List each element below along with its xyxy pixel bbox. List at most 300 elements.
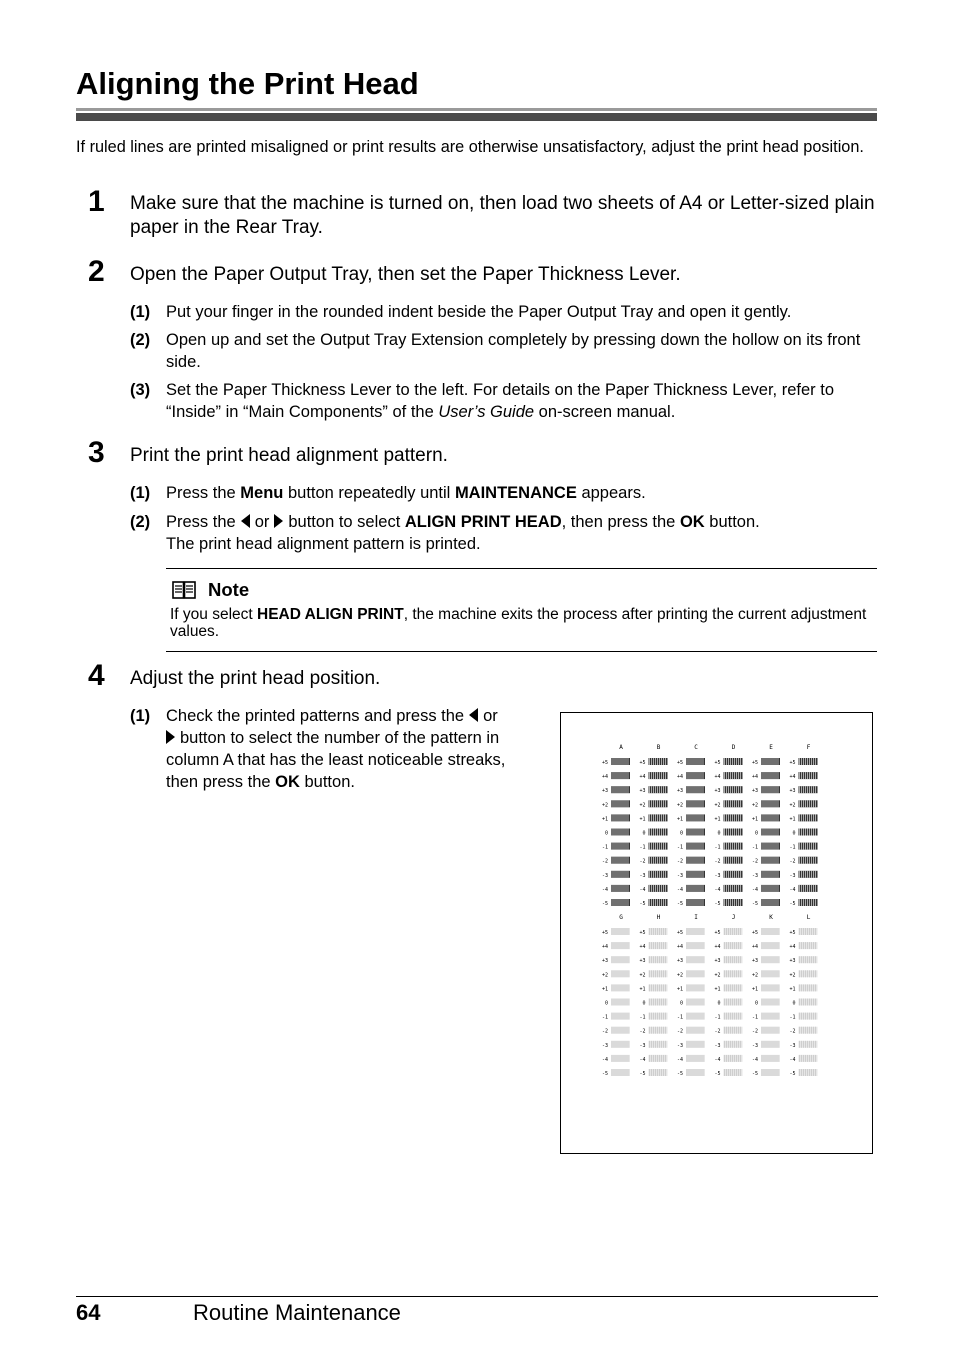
- pattern-swatch: [686, 970, 705, 977]
- pattern-swatch: [649, 772, 668, 779]
- pattern-swatch: [761, 800, 780, 807]
- pattern-swatch: [799, 970, 818, 977]
- pattern-row-label: -5: [751, 1071, 758, 1077]
- pattern-swatch: [799, 999, 818, 1006]
- pattern-row-label: -2: [789, 1028, 796, 1035]
- pattern-row-label: +5: [789, 760, 796, 766]
- pattern-row-label: -2: [751, 858, 758, 865]
- pattern-swatch: [799, 1069, 818, 1076]
- pattern-swatch: [761, 999, 780, 1006]
- pattern-swatch: [611, 772, 630, 779]
- sub-text: Open up and set the Output Tray Extension completely by pressing down the hollow on its front side.: [166, 331, 861, 371]
- pattern-row-label: -2: [601, 1028, 608, 1035]
- pattern-swatch: [686, 899, 705, 906]
- pattern-row-label: +1: [601, 816, 608, 823]
- pattern-swatch: [686, 871, 705, 878]
- pattern-row-label: 0: [792, 1000, 796, 1007]
- pattern-swatch: [649, 885, 668, 892]
- pattern-row-label: -4: [639, 886, 646, 893]
- pattern-row-label: -3: [751, 1042, 758, 1049]
- pattern-swatch: [799, 1041, 818, 1048]
- pattern-swatch: [724, 928, 743, 935]
- sub-number: (1): [130, 707, 151, 725]
- pattern-row-label: +5: [789, 930, 796, 936]
- pattern-swatch: [686, 1041, 705, 1048]
- pattern-swatch: [649, 1041, 668, 1048]
- pattern-swatch: [761, 928, 780, 935]
- pattern-row-label: -4: [601, 886, 608, 893]
- pattern-swatch: [686, 857, 705, 864]
- title-underline: [76, 108, 877, 121]
- pattern-swatch: [761, 984, 780, 991]
- pattern-row-label: 0: [717, 830, 721, 837]
- intro-paragraph: If ruled lines are printed misaligned or print results are otherwise unsatisfactory, adjust the print head position.: [76, 138, 864, 156]
- pattern-swatch: [611, 1055, 630, 1062]
- pattern-swatch: [724, 843, 743, 850]
- pattern-swatch: [724, 814, 743, 821]
- maintenance-label: MAINTENANCE: [454, 484, 577, 502]
- pattern-swatch: [649, 800, 668, 807]
- pattern-row-label: -1: [601, 844, 608, 851]
- pattern-row-label: -3: [714, 872, 721, 879]
- pattern-swatch: [724, 1069, 743, 1076]
- pattern-row-label: -2: [639, 1028, 646, 1035]
- pattern-row-label: -1: [789, 1014, 796, 1021]
- pattern-row-label: +1: [789, 816, 796, 823]
- pattern-swatch: [761, 899, 780, 906]
- pattern-row-label: +4: [601, 944, 608, 951]
- pattern-swatch: [686, 814, 705, 821]
- ok-button-name: OK: [679, 513, 705, 531]
- pattern-swatch: [649, 857, 668, 864]
- pattern-row-label: +3: [751, 788, 758, 795]
- pattern-row-label: -5: [676, 901, 683, 907]
- pattern-row-label: +1: [714, 816, 721, 823]
- pattern-row-label: -2: [714, 858, 721, 865]
- pattern-swatch: [799, 758, 818, 765]
- pattern-row-label: -4: [789, 1056, 796, 1063]
- note-text: If you select HEAD ALIGN PRINT, the machine exits the process after printing the current adjustment values.: [170, 606, 867, 640]
- pattern-row-label: +2: [639, 972, 646, 979]
- pattern-row-label: +1: [639, 986, 646, 993]
- pattern-swatch: [724, 800, 743, 807]
- pattern-swatch: [761, 772, 780, 779]
- pattern-swatch: [724, 1055, 743, 1062]
- pattern-row-label: -4: [714, 1056, 721, 1063]
- note-box: [166, 568, 877, 652]
- pattern-swatch: [761, 885, 780, 892]
- pattern-row-label: +5: [639, 760, 646, 766]
- step-3-number: 3: [88, 436, 105, 469]
- pattern-swatch: [724, 758, 743, 765]
- pattern-row-label: +3: [601, 788, 608, 795]
- pattern-row-label: +1: [601, 986, 608, 993]
- ok-button-name: OK: [275, 773, 300, 791]
- pattern-row-label: +3: [714, 788, 721, 795]
- pattern-row-label: +1: [751, 816, 758, 823]
- page-title: Aligning the Print Head: [76, 66, 419, 101]
- pattern-swatch: [686, 956, 705, 963]
- pattern-row-label: +3: [751, 958, 758, 965]
- pattern-swatch: [611, 970, 630, 977]
- pattern-row-label: -4: [639, 1056, 646, 1063]
- pattern-row-label: +4: [676, 944, 683, 951]
- pattern-swatch: [761, 758, 780, 765]
- pattern-swatch: [686, 786, 705, 793]
- pattern-row-label: -5: [601, 901, 608, 907]
- pattern-swatch: [724, 984, 743, 991]
- pattern-column-label: K: [769, 914, 773, 921]
- pattern-row-label: -5: [714, 1071, 721, 1077]
- pattern-swatch: [686, 800, 705, 807]
- pattern-row-label: +5: [714, 930, 721, 936]
- pattern-row-label: +2: [789, 972, 796, 979]
- pattern-swatch: [686, 885, 705, 892]
- pattern-swatch: [799, 829, 818, 836]
- pattern-row-label: -2: [676, 858, 683, 865]
- step-3-text: Print the print head alignment pattern.: [130, 445, 448, 466]
- pattern-swatch: [686, 1055, 705, 1062]
- pattern-row-label: -2: [751, 1028, 758, 1035]
- pattern-swatch: [724, 871, 743, 878]
- pattern-row-label: -5: [789, 901, 796, 907]
- pattern-column-label: C: [694, 744, 698, 751]
- pattern-swatch: [611, 984, 630, 991]
- pattern-swatch: [611, 786, 630, 793]
- pattern-row-label: -2: [639, 858, 646, 865]
- pattern-row-label: +1: [676, 816, 683, 823]
- pattern-swatch: [799, 984, 818, 991]
- pattern-row-label: +1: [639, 816, 646, 823]
- pattern-swatch: [724, 1027, 743, 1034]
- pattern-swatch: [649, 928, 668, 935]
- pattern-row-label: -5: [639, 1071, 646, 1077]
- pattern-swatch: [686, 772, 705, 779]
- pattern-column-label: A: [619, 744, 623, 751]
- pattern-row-label: -2: [714, 1028, 721, 1035]
- pattern-row-label: +4: [751, 774, 758, 781]
- chapter-title: Routine Maintenance: [193, 1300, 401, 1325]
- pattern-row-label: 0: [642, 830, 646, 837]
- pattern-row-label: 0: [642, 1000, 646, 1007]
- sub-number: (2): [130, 331, 151, 349]
- pattern-swatch: [649, 843, 668, 850]
- pattern-swatch: [799, 899, 818, 906]
- page-number: 64: [76, 1300, 101, 1325]
- pattern-swatch: [761, 1013, 780, 1020]
- pattern-swatch: [611, 999, 630, 1006]
- pattern-row-label: +5: [714, 760, 721, 766]
- pattern-row-label: -1: [789, 844, 796, 851]
- pattern-swatch: [611, 871, 630, 878]
- pattern-row-label: +5: [676, 930, 683, 936]
- pattern-swatch: [649, 984, 668, 991]
- pattern-row-label: +5: [676, 760, 683, 766]
- pattern-row-label: +1: [751, 986, 758, 993]
- pattern-row-label: -4: [751, 1056, 758, 1063]
- pattern-row-label: -3: [639, 1042, 646, 1049]
- step-1-number: 1: [88, 185, 105, 218]
- pattern-row-label: -3: [714, 1042, 721, 1049]
- pattern-swatch: [649, 871, 668, 878]
- pattern-bottom-block: [602, 914, 818, 1077]
- pattern-row-label: +5: [601, 930, 608, 936]
- pattern-swatch: [799, 1013, 818, 1020]
- pattern-row-label: -5: [751, 901, 758, 907]
- pattern-swatch: [649, 786, 668, 793]
- pattern-swatch: [611, 758, 630, 765]
- pattern-row-label: +5: [751, 760, 758, 766]
- sub-number: (2): [130, 513, 151, 531]
- book-icon: [172, 581, 196, 599]
- pattern-swatch: [611, 1041, 630, 1048]
- pattern-swatch: [649, 942, 668, 949]
- pattern-row-label: -4: [676, 1056, 683, 1063]
- pattern-column-label: D: [731, 744, 736, 751]
- pattern-swatch: [686, 928, 705, 935]
- head-align-print-label: HEAD ALIGN PRINT: [257, 606, 404, 623]
- pattern-row-label: -3: [789, 1042, 796, 1049]
- pattern-row-label: 0: [754, 1000, 758, 1007]
- pattern-row-label: +3: [639, 788, 646, 795]
- pattern-row-label: +1: [676, 986, 683, 993]
- pattern-swatch: [761, 814, 780, 821]
- users-guide-title: User’s Guide: [438, 403, 535, 421]
- pattern-row-label: +4: [676, 774, 683, 781]
- pattern-swatch: [611, 899, 630, 906]
- pattern-row-label: +5: [751, 930, 758, 936]
- pattern-swatch: [761, 956, 780, 963]
- pattern-row-label: +2: [714, 972, 721, 979]
- pattern-swatch: [611, 928, 630, 935]
- step-2-number: 2: [88, 255, 105, 288]
- pattern-swatch: [686, 1027, 705, 1034]
- note-heading: Note: [208, 579, 250, 600]
- pattern-row-label: -1: [751, 844, 758, 851]
- pattern-swatch: [799, 942, 818, 949]
- pattern-row-label: +5: [601, 760, 608, 766]
- pattern-swatch: [686, 984, 705, 991]
- pattern-swatch: [649, 899, 668, 906]
- pattern-swatch: [611, 956, 630, 963]
- pattern-column-label: J: [731, 914, 736, 921]
- footer-rule: [76, 1296, 878, 1297]
- pattern-row-label: -1: [714, 1014, 721, 1021]
- pattern-row-label: -3: [676, 872, 683, 879]
- pattern-swatch: [649, 829, 668, 836]
- step-2-text: Open the Paper Output Tray, then set the Paper Thickness Lever.: [130, 264, 681, 285]
- pattern-row-label: +4: [789, 944, 796, 951]
- pattern-swatch: [799, 843, 818, 850]
- pattern-swatch: [649, 1027, 668, 1034]
- pattern-swatch: [799, 1027, 818, 1034]
- pattern-swatch: [649, 956, 668, 963]
- pattern-swatch: [799, 814, 818, 821]
- pattern-row-label: +4: [751, 944, 758, 951]
- pattern-row-label: -5: [789, 1071, 796, 1077]
- pattern-swatch: [649, 814, 668, 821]
- pattern-swatch: [649, 1069, 668, 1076]
- pattern-row-label: -3: [639, 872, 646, 879]
- pattern-top-block: [602, 744, 818, 907]
- pattern-row-label: -4: [789, 886, 796, 893]
- pattern-row-label: +4: [601, 774, 608, 781]
- pattern-swatch: [761, 1027, 780, 1034]
- pattern-swatch: [724, 1041, 743, 1048]
- pattern-swatch: [611, 1027, 630, 1034]
- pattern-row-label: -2: [676, 1028, 683, 1035]
- pattern-swatch: [799, 772, 818, 779]
- pattern-row-label: -3: [676, 1042, 683, 1049]
- pattern-swatch: [649, 1013, 668, 1020]
- pattern-row-label: -4: [601, 1056, 608, 1063]
- pattern-swatch: [724, 857, 743, 864]
- left-arrow-icon: [241, 514, 250, 528]
- pattern-row-label: +2: [751, 802, 758, 809]
- pattern-row-label: +5: [639, 930, 646, 936]
- pattern-swatch: [686, 1069, 705, 1076]
- pattern-swatch: [686, 1013, 705, 1020]
- pattern-row-label: -2: [601, 858, 608, 865]
- pattern-row-label: -1: [601, 1014, 608, 1021]
- step-4-number: 4: [88, 659, 105, 692]
- pattern-row-label: -3: [601, 1042, 608, 1049]
- pattern-swatch: [611, 857, 630, 864]
- pattern-column-label: B: [656, 744, 661, 751]
- pattern-swatch: [799, 885, 818, 892]
- pattern-swatch: [799, 928, 818, 935]
- pattern-row-label: +2: [601, 972, 608, 979]
- pattern-swatch: [724, 772, 743, 779]
- pattern-row-label: -4: [751, 886, 758, 893]
- pattern-row-label: -5: [639, 901, 646, 907]
- pattern-row-label: +2: [751, 972, 758, 979]
- pattern-swatch: [611, 814, 630, 821]
- pattern-row-label: +3: [676, 958, 683, 965]
- pattern-swatch: [724, 956, 743, 963]
- pattern-row-label: -5: [601, 1071, 608, 1077]
- pattern-swatch: [611, 800, 630, 807]
- pattern-row-label: -2: [789, 858, 796, 865]
- pattern-swatch: [724, 1013, 743, 1020]
- sub-number: (3): [130, 381, 151, 399]
- pattern-row-label: 0: [792, 830, 796, 837]
- pattern-row-label: +3: [601, 958, 608, 965]
- pattern-row-label: +2: [601, 802, 608, 809]
- pattern-swatch: [724, 999, 743, 1006]
- pattern-row-label: -3: [751, 872, 758, 879]
- step-4-text: Adjust the print head position.: [130, 668, 381, 689]
- sub-text: Put your finger in the rounded indent beside the Paper Output Tray and open it gently.: [166, 303, 792, 321]
- align-print-head-label: ALIGN PRINT HEAD: [404, 513, 562, 531]
- pattern-swatch: [799, 800, 818, 807]
- pattern-row-label: -1: [751, 1014, 758, 1021]
- pattern-row-label: +4: [789, 774, 796, 781]
- pattern-swatch: [611, 885, 630, 892]
- pattern-row-label: +4: [714, 774, 721, 781]
- pattern-row-label: +4: [639, 774, 646, 781]
- pattern-column-label: E: [769, 744, 773, 751]
- pattern-row-label: +4: [714, 944, 721, 951]
- pattern-row-label: +3: [676, 788, 683, 795]
- pattern-row-label: +3: [714, 958, 721, 965]
- pattern-swatch: [686, 829, 705, 836]
- pattern-swatch: [611, 843, 630, 850]
- pattern-column-label: I: [694, 914, 698, 921]
- pattern-row-label: -1: [639, 1014, 646, 1021]
- pattern-row-label: -1: [676, 844, 683, 851]
- pattern-swatch: [724, 786, 743, 793]
- pattern-swatch: [649, 758, 668, 765]
- pattern-swatch: [799, 857, 818, 864]
- sub-text: Press the or button to select ALIGN PRINT HEAD, then press the OK button. The print head alignment pattern is printed.: [166, 513, 760, 553]
- pattern-row-label: +2: [789, 802, 796, 809]
- pattern-swatch: [724, 899, 743, 906]
- pattern-swatch: [649, 1055, 668, 1062]
- pattern-swatch: [724, 829, 743, 836]
- pattern-column-label: F: [806, 744, 811, 751]
- pattern-swatch: [611, 829, 630, 836]
- pattern-row-label: 0: [679, 830, 683, 837]
- pattern-row-label: +2: [676, 972, 683, 979]
- pattern-row-label: -4: [714, 886, 721, 893]
- pattern-row-label: -3: [601, 872, 608, 879]
- pattern-swatch: [761, 857, 780, 864]
- pattern-swatch: [761, 829, 780, 836]
- pattern-row-label: -1: [676, 1014, 683, 1021]
- sub-text: Set the Paper Thickness Lever to the left. For details on the Paper Thickness Lever, refer to “Inside” in “Main Components” of the User’s Guide on-screen manual.: [166, 381, 835, 421]
- pattern-swatch: [649, 970, 668, 977]
- pattern-row-label: +1: [714, 986, 721, 993]
- pattern-row-label: -1: [639, 844, 646, 851]
- pattern-row-label: -1: [714, 844, 721, 851]
- pattern-swatch: [724, 942, 743, 949]
- pattern-swatch: [761, 871, 780, 878]
- pattern-swatch: [611, 1069, 630, 1076]
- pattern-row-label: 0: [604, 1000, 608, 1007]
- pattern-column-label: G: [619, 914, 623, 921]
- pattern-swatch: [724, 885, 743, 892]
- pattern-swatch: [799, 871, 818, 878]
- pattern-row-label: +4: [639, 944, 646, 951]
- sub-number: (1): [130, 303, 151, 321]
- pattern-row-label: +2: [714, 802, 721, 809]
- sub-text: Check the printed patterns and press the or button to select the number of the pattern in column A that has the least noticeable streaks, then press the OK button.: [166, 707, 506, 791]
- pattern-row-label: +3: [789, 958, 796, 965]
- pattern-row-label: +2: [676, 802, 683, 809]
- pattern-swatch: [611, 942, 630, 949]
- pattern-swatch: [611, 1013, 630, 1020]
- sub-text: Press the Menu button repeatedly until MAINTENANCE appears.: [166, 484, 646, 502]
- pattern-swatch: [649, 999, 668, 1006]
- pattern-swatch: [724, 970, 743, 977]
- pattern-swatch: [799, 956, 818, 963]
- menu-button-name: Menu: [240, 484, 284, 502]
- alignment-pattern-figure: [560, 712, 873, 1154]
- pattern-row-label: -3: [789, 872, 796, 879]
- pattern-row-label: -5: [676, 1071, 683, 1077]
- pattern-swatch: [686, 843, 705, 850]
- right-arrow-icon: [166, 730, 175, 744]
- pattern-row-label: 0: [604, 830, 608, 837]
- pattern-row-label: +2: [639, 802, 646, 809]
- pattern-row-label: 0: [754, 830, 758, 837]
- pattern-swatch: [686, 999, 705, 1006]
- pattern-row-label: -4: [676, 886, 683, 893]
- pattern-swatch: [761, 970, 780, 977]
- pattern-swatch: [686, 758, 705, 765]
- pattern-swatch: [761, 786, 780, 793]
